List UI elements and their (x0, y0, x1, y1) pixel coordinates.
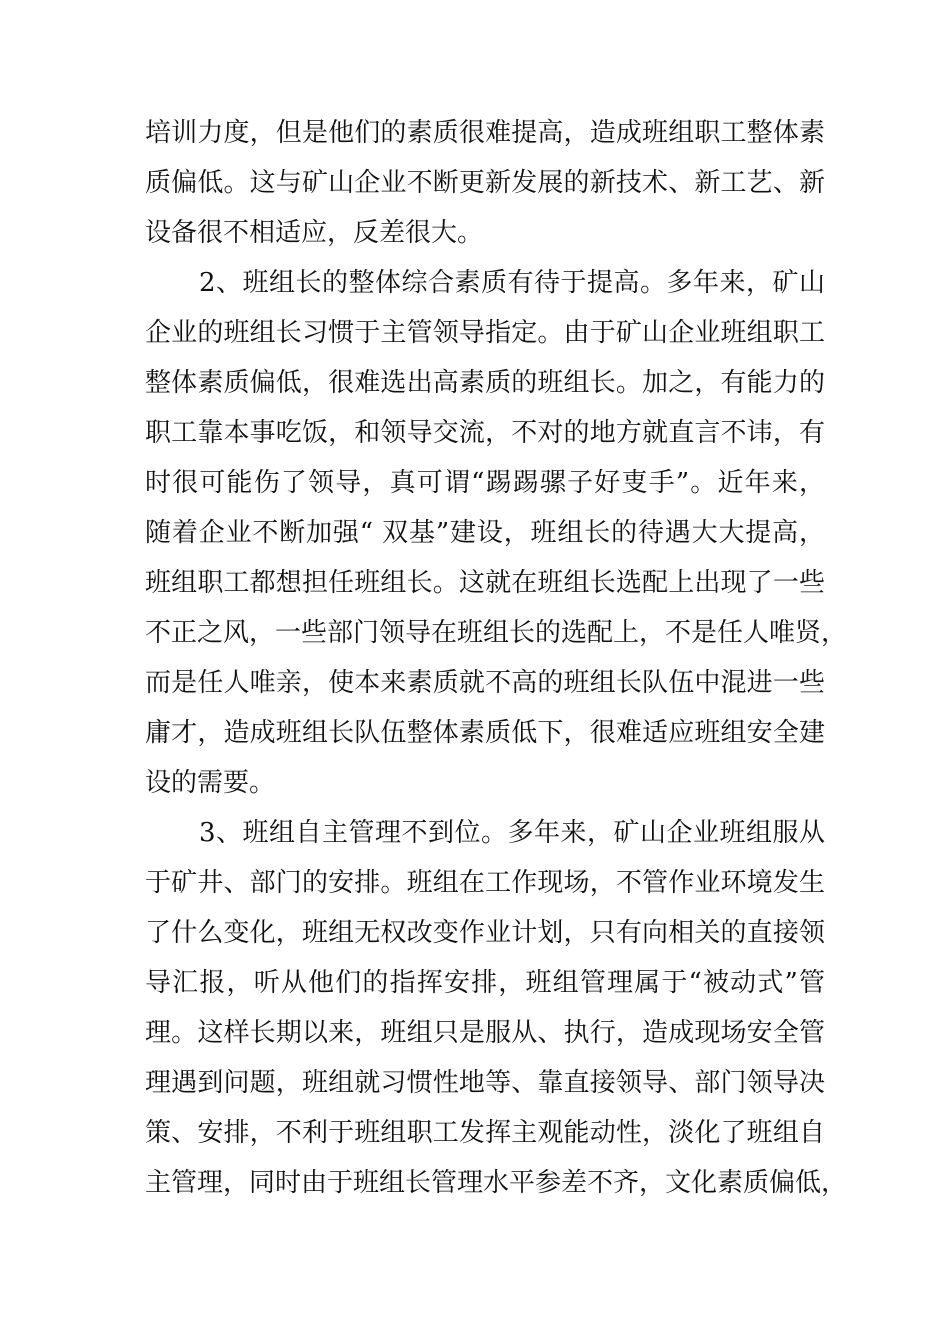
text-line: 而是任人唯亲，使本来素质就不高的班组长队伍中混进一些 (145, 668, 825, 698)
text-line: 导汇报，听从他们的指挥安排，班组管理属于“被动式”管 (145, 968, 825, 998)
text-line: 企业的班组长习惯于主管领导指定。由于矿山企业班组职工 (145, 318, 825, 348)
text-line: 培训力度，但是他们的素质很难提高，造成班组职工整体素 (145, 118, 825, 148)
text-line: 设备很不相适应，反差很大。 (145, 218, 484, 248)
paragraph-start-line: 2、班组长的整体综合素质有待于提高。多年来，矿山 (199, 268, 825, 298)
text-line: 设的需要。 (145, 768, 276, 798)
text-line: 班组职工都想担任班组长。这就在班组长选配上出现了一些 (145, 568, 825, 598)
body-text (145, 108, 848, 1208)
text-line: 于矿井、部门的安排。班组在工作现场，不管作业环境发生 (145, 868, 825, 898)
text-line: 职工靠本事吃饭，和领导交流，不对的地方就直言不讳，有 (145, 418, 825, 448)
text-line: 质偏低。这与矿山企业不断更新发展的新技术、新工艺、新 (145, 168, 825, 198)
text-line: 理。这样长期以来，班组只是服从、执行，造成现场安全管 (145, 1018, 825, 1048)
text-line: 策、安排，不利于班组职工发挥主观能动性，淡化了班组自 (145, 1118, 825, 1148)
paragraph-start-line: 3、班组自主管理不到位。多年来，矿山企业班组服从 (199, 818, 825, 848)
text-line: 随着企业不断加强“ 双基”建设，班组长的待遇大大提高， (145, 518, 825, 548)
text-line: 不正之风，一些部门领导在班组长的选配上，不是任人唯贤， (145, 618, 848, 648)
text-line: 主管理，同时由于班组长管理水平参差不齐，文化素质偏低， (145, 1168, 848, 1198)
text-line: 理遇到问题，班组就习惯性地等、靠直接领导、部门领导决 (145, 1068, 825, 1098)
text-line: 庸才，造成班组长队伍整体素质低下，很难适应班组安全建 (145, 718, 825, 748)
text-line: 整体素质偏低，很难选出高素质的班组长。加之，有能力的 (145, 368, 825, 398)
text-line: 时很可能伤了领导，真可谓“踢踢骡子好叓手”。近年来， (145, 468, 825, 498)
text-line: 了什么变化，班组无权改变作业计划，只有向相关的直接领 (145, 918, 825, 948)
